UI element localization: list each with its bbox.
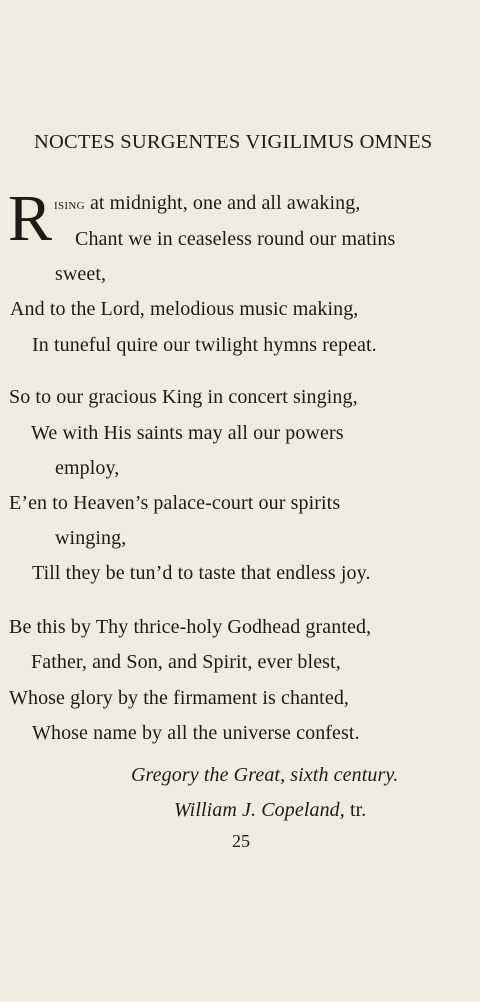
stanza2-line4: Till they be tun’d to taste that endless joy. bbox=[32, 562, 371, 584]
stanza3-line1: Be this by Thy thrice-holy Godhead granted, bbox=[9, 616, 372, 638]
stanza3-line4: Whose name by all the universe confest. bbox=[32, 722, 360, 744]
translator-attribution bbox=[174, 799, 366, 822]
stanza1-line2-continuation: sweet, bbox=[55, 263, 107, 285]
stanza2-line1: So to our gracious King in concert singing, bbox=[9, 386, 358, 408]
stanza1-line3: And to the Lord, melodious music making, bbox=[10, 298, 359, 320]
stanza2-line2-continuation: employ, bbox=[55, 457, 120, 479]
stanza1-line4: In tuneful quire our twilight hymns repeat. bbox=[32, 334, 377, 356]
stanza3-line3: Whose glory by the firmament is chanted, bbox=[9, 687, 350, 709]
stanza1-line1 bbox=[54, 192, 360, 215]
stanza1-line2: Chant we in ceaseless round our matins bbox=[75, 228, 396, 250]
hymn-title: NOCTES SURGENTES VIGILIMUS OMNES bbox=[34, 131, 433, 153]
author-attribution: Gregory the Great, sixth century. bbox=[131, 764, 399, 786]
translator-suffix: tr. bbox=[344, 799, 367, 821]
stanza2-line3: E’en to Heaven’s palace-court our spirits bbox=[9, 492, 341, 514]
stanza2-line3-continuation: winging, bbox=[55, 527, 127, 549]
stanza1-line1-smallcaps: ising bbox=[54, 196, 85, 213]
drop-cap: R bbox=[8, 182, 53, 255]
stanza1-line1-rest: at midnight, one and all awaking, bbox=[84, 192, 361, 214]
page-number: 25 bbox=[232, 831, 250, 851]
stanza2-line2: We with His saints may all our powers bbox=[31, 422, 344, 444]
stanza3-line2: Father, and Son, and Spirit, ever blest, bbox=[31, 651, 341, 673]
translator-name: William J. Copeland, bbox=[174, 799, 345, 821]
